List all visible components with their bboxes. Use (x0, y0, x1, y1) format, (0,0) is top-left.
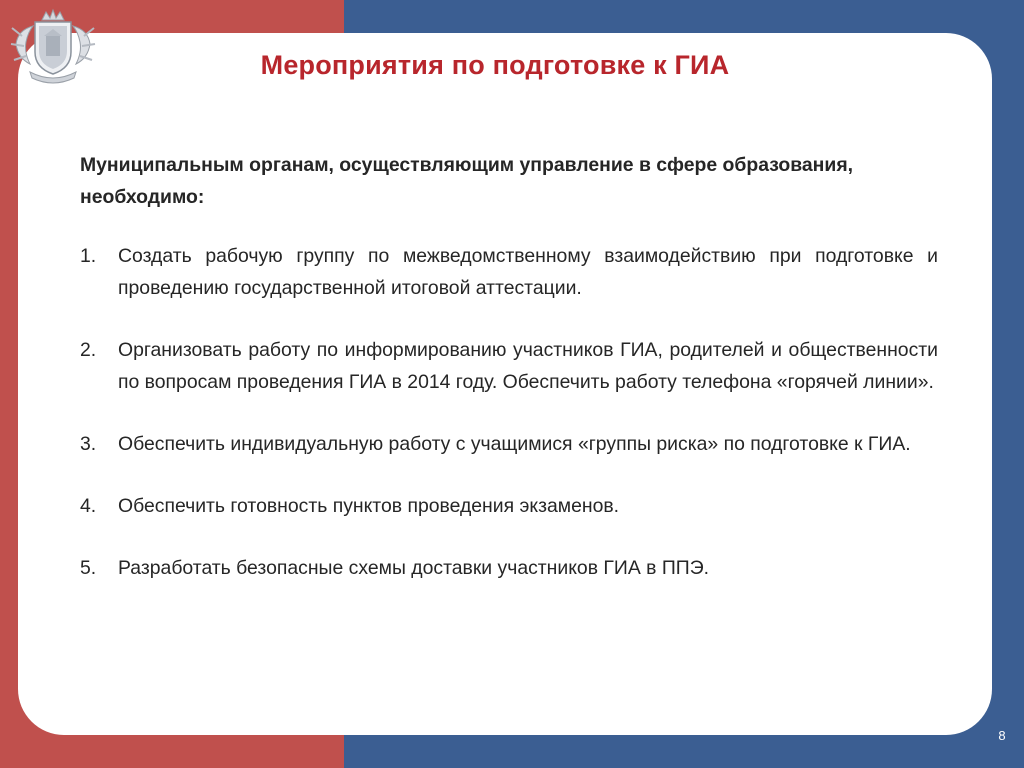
list-item-text: Разработать безопасные схемы доставки участников ГИА в ППЭ. (118, 557, 710, 579)
page-number: 8 (998, 728, 1006, 743)
intro-text: Муниципальным органам, осуществляющим управление в сфере образования, необходимо: (80, 154, 854, 208)
list-item (80, 240, 938, 304)
list-item-text: Обеспечить готовность пунктов проведения экзаменов. (118, 495, 620, 517)
coat-of-arms-icon (8, 6, 98, 86)
list-item (80, 334, 938, 398)
list-item (80, 428, 938, 460)
slide-content (80, 149, 938, 614)
list-item-number: 1. (80, 245, 97, 267)
slide-title: Мероприятия по подготовке к ГИА (260, 50, 730, 80)
list-item (80, 490, 938, 522)
list-item-number: 5. (80, 557, 97, 579)
list-item-text: Организовать работу по информированию участников ГИА, родителей и общественности по вопросам проведения ГИА в 2014 году. Обеспечить работу телефона «горячей линии». (118, 339, 938, 393)
list-item (80, 552, 938, 584)
list-item-number: 2. (80, 339, 97, 361)
action-list (80, 240, 938, 584)
list-item-text: Создать рабочую группу по межведомственному взаимодействию при подготовке и проведению государственной итоговой аттестации. (118, 245, 938, 299)
list-item-text: Обеспечить индивидуальную работу с учащимися «группы риска» по подготовке к ГИА. (118, 433, 911, 455)
list-item-number: 4. (80, 495, 97, 517)
list-item-number: 3. (80, 433, 97, 455)
